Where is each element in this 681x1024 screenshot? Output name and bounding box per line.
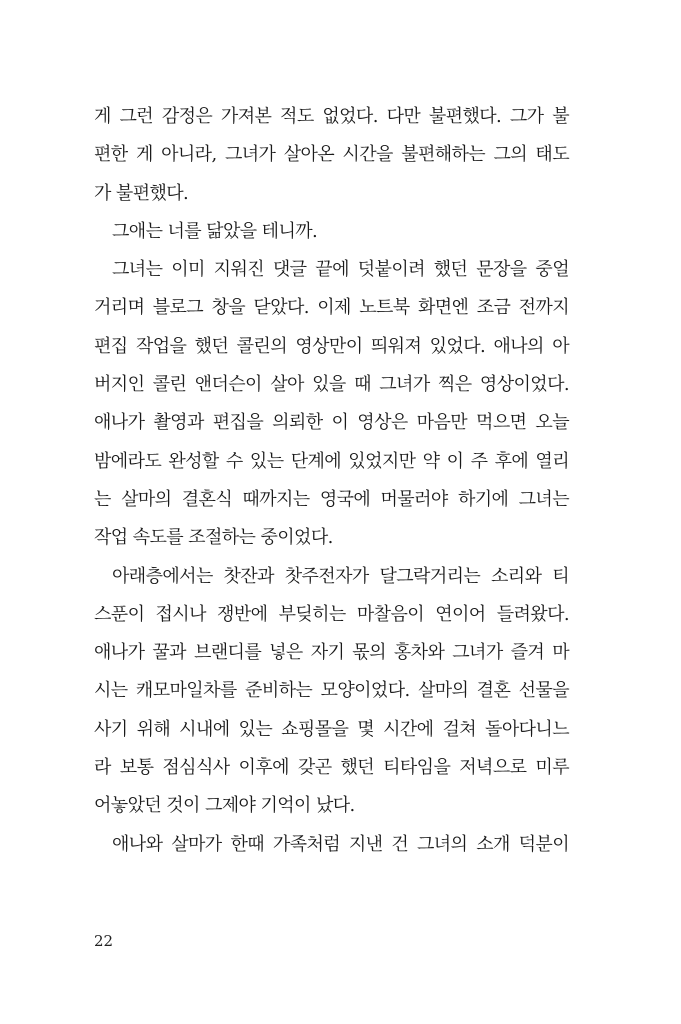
text-line: 편집 작업을 했던 콜린의 영상만이 띄워져 있었다. 애나의 아 bbox=[94, 335, 569, 357]
text-line: 스푼이 접시나 쟁반에 부딪히는 마찰음이 연이어 들려왔다. bbox=[94, 603, 569, 625]
text-line: 사기 위해 시내에 있는 쇼핑몰을 몇 시간에 걸쳐 돌아다니느 bbox=[94, 718, 569, 740]
text-line: 애나와 살마가 한때 가족처럼 지낸 건 그녀의 소개 덕분이 bbox=[112, 833, 569, 855]
text-line: 어놓았던 것이 그제야 기억이 났다. bbox=[94, 795, 355, 817]
text-line: 아래층에서는 찻잔과 찻주전자가 달그락거리는 소리와 티 bbox=[112, 565, 569, 587]
body-text bbox=[94, 98, 569, 864]
page-number: 22 bbox=[94, 932, 114, 950]
text-line: 시는 캐모마일차를 준비하는 모양이었다. 살마의 결혼 선물을 bbox=[94, 680, 569, 702]
text-line: 라 보통 점심식사 이후에 갖곤 했던 티타임을 저녁으로 미루 bbox=[94, 757, 569, 779]
text-line: 는 살마의 결혼식 때까지는 영국에 머물러야 하기에 그녀는 bbox=[94, 488, 569, 510]
text-line: 작업 속도를 조절하는 중이었다. bbox=[94, 527, 333, 549]
text-line: 게 그런 감정은 가져본 적도 없었다. 다만 불편했다. 그가 불 bbox=[94, 106, 569, 127]
text-line: 버지인 콜린 앤더슨이 살아 있을 때 그녀가 찍은 영상이었다. bbox=[94, 374, 569, 396]
text-line: 거리며 블로그 창을 닫았다. 이제 노트북 화면엔 조금 전까지 bbox=[94, 297, 569, 319]
text-line: 편한 게 아니라, 그녀가 살아온 시간을 불편해하는 그의 태도 bbox=[94, 144, 569, 166]
text-line: 애나가 꿀과 브랜디를 넣은 자기 몫의 홍차와 그녀가 즐겨 마 bbox=[94, 642, 569, 664]
text-line: 그녀는 이미 지워진 댓글 끝에 덧붙이려 했던 문장을 중얼 bbox=[112, 259, 569, 281]
text-line: 밤에라도 완성할 수 있는 단계에 있었지만 약 이 주 후에 열리 bbox=[94, 450, 569, 472]
text-line: 가 불편했다. bbox=[94, 182, 189, 204]
text-line: 그애는 너를 닮았을 테니까. bbox=[112, 220, 318, 242]
text-line: 애나가 촬영과 편집을 의뢰한 이 영상은 마음만 먹으면 오늘 bbox=[94, 412, 569, 434]
